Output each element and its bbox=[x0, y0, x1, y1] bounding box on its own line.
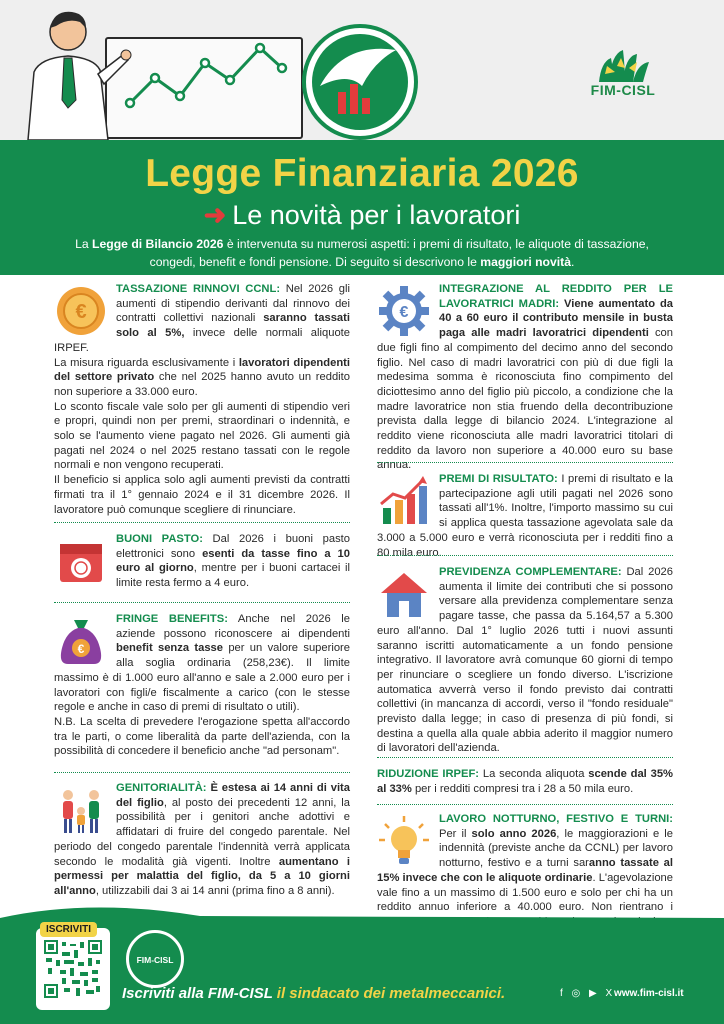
genitorialita-heading: GENITORIALITÀ: bbox=[116, 782, 207, 794]
section-integrazione bbox=[377, 282, 673, 473]
text-run: Lo sconto fiscale vale solo per gli aumenti di stipendio veri e propri, quindi non per premi, straordinari o indennità, e solo se l'aumento viene pagato nel 2026. Gli aumenti già pagati nel 2024 o nel 2025 restano tassati con le regole normali e non vengono recuperati. bbox=[54, 400, 350, 472]
text-run: che nel 2025 hanno avuto un reddito non superiore a 33.000 euro. bbox=[54, 371, 350, 398]
divider bbox=[54, 772, 350, 773]
fim-cisl-brand bbox=[578, 48, 668, 108]
legge-finanziaria-logo bbox=[300, 22, 420, 142]
subtitle-text: Le novità per i lavoratori bbox=[232, 200, 521, 230]
page-subtitle bbox=[0, 200, 724, 231]
text-run: invece delle normali aliquote IRPEF. bbox=[54, 327, 350, 354]
house-icon bbox=[377, 567, 431, 621]
tassazione-p2 bbox=[54, 356, 350, 400]
fringe-heading: FRINGE BENEFITS: bbox=[116, 613, 228, 625]
text-run: I premi di risultato e la partecipazione agli utili pagati nel 2026 sono tassati all'1%. Inoltre, l'importo massimo su cui si applica questa tassazione agevolata sale da 3.000 a 5.000 euro e verrà riconosciuta per i redditi fino a 80 mila euro. bbox=[377, 473, 673, 559]
text-run: Anche nel 2026 le aziende possono riconoscere ai dipendenti bbox=[116, 613, 350, 640]
social-icons[interactable]: f ◎ ▶ X bbox=[560, 988, 616, 999]
text-run: Nel 2026 gli aumenti di stipendio derivanti dal rinnovo dei contratti collettivi nazionali bbox=[116, 283, 350, 325]
fringe-p2 bbox=[54, 715, 350, 759]
text-run: La bbox=[75, 237, 93, 251]
section-genitorialita bbox=[54, 781, 350, 899]
tassazione-heading: TASSAZIONE RINNOVI CCNL: bbox=[116, 283, 281, 295]
iscriviti-badge[interactable]: ISCRIVITI bbox=[40, 922, 97, 937]
section-premi-risultato bbox=[377, 472, 673, 560]
text-run: La misura riguarda esclusivamente i bbox=[54, 356, 239, 369]
euro-coin-icon bbox=[54, 284, 108, 338]
arrow-right-icon: ➜ bbox=[203, 200, 227, 230]
text-run: , le maggiorazioni e le indennità (previste anche da CCNL) per lavoro notturno, festivo e a turni sar bbox=[439, 827, 673, 870]
tassazione-p3 bbox=[54, 400, 350, 474]
section-irpef bbox=[377, 767, 673, 796]
bold-text: esenti da tasse fino a 10 euro al giorno bbox=[116, 547, 351, 575]
intro-paragraph bbox=[62, 235, 662, 271]
svg-text:€: € bbox=[77, 642, 85, 656]
text-run: Il beneficio si applica solo agli aumenti previsti da contratti firmati tra il 1° gennaio 2024 e il 31 dicembre 2026. Il lavoratore può comunque scegliere di rinunciare. bbox=[54, 474, 350, 516]
svg-text:€: € bbox=[75, 301, 87, 323]
section-fringe-benefits bbox=[54, 612, 350, 759]
growth-chart-icon bbox=[377, 474, 431, 528]
premi-heading: PREMI DI RISULTATO: bbox=[439, 473, 558, 485]
bold-text: È estesa ai 14 anni di vita del figlio bbox=[116, 782, 350, 809]
slogan-accent: il sindacato dei metalmeccanici. bbox=[272, 985, 506, 1002]
bold-text: Legge di Bilancio 2026 bbox=[92, 237, 224, 251]
header-band bbox=[0, 140, 724, 275]
qr-code[interactable] bbox=[44, 940, 102, 998]
website-link[interactable]: www.fim-cisl.it bbox=[614, 988, 684, 999]
text-run: per i redditi compresi tra i 28 a 50 mila euro. bbox=[411, 782, 634, 795]
section-buoni-pasto bbox=[54, 532, 350, 591]
text-run: Dal 2026 i buoni pasto elettronici sono bbox=[116, 533, 350, 560]
page-title: Legge Finanziaria 2026 bbox=[145, 152, 579, 195]
bold-text: benefit senza tasse bbox=[116, 642, 224, 655]
bold-text: maggiori novità bbox=[480, 255, 571, 269]
brand-text: FIM-CISL bbox=[590, 82, 656, 98]
divider bbox=[54, 522, 350, 523]
light-bulb-icon bbox=[377, 814, 431, 868]
section-previdenza bbox=[377, 565, 673, 756]
money-bag-icon bbox=[54, 614, 108, 668]
divider bbox=[377, 804, 673, 805]
text-run: è intervenuta su numerosi aspetti: i premi di risultato, le aliquote di tassazione, congedi, benefit e fondi pensione. Di seguito si descrivono le bbox=[149, 237, 649, 269]
previdenza-heading: PREVIDENZA COMPLEMENTARE: bbox=[439, 566, 622, 578]
bold-text: aumentano i permessi per malattia del figlio, da 5 a 10 giorni all'anno bbox=[54, 855, 350, 897]
sunflower-logo-icon bbox=[593, 48, 653, 82]
gear-euro-icon bbox=[377, 284, 431, 338]
irpef-heading: RIDUZIONE IRPEF: bbox=[377, 768, 480, 780]
slogan-main: Iscriviti alla FIM-CISL bbox=[122, 985, 273, 1002]
footer-slogan bbox=[122, 985, 505, 1002]
text-run: Per il bbox=[439, 827, 472, 840]
bold-text: lavoratori dipendenti del settore privato bbox=[54, 356, 350, 384]
presenter-illustration bbox=[20, 8, 310, 140]
text-run: Dal 2026 aumenta il limite dei contributi che si possono versare alla previdenza complementare senza pagare tasse, che passa da 5.164,57 a 5.300 euro all'anno. Dal 1° luglio 2026 tutti i nuovi assunti saranno iscritti automaticamente a un fondo pensione integrativo. Il lavoratore avrà comunque 60 giorni di tempo per rinunciare o scegliere un fondo diverso. L'iscrizione automatica avverrà verso il fondo previsto dai contratti collettivi (in mancanza di accordi, verso il "fondo residuale" previsto dalla legge; in caso di presenza di più fondi, si destina a quella alla quale abbia aderito il maggior numero di lavoratori dell'azienda. bbox=[377, 566, 673, 755]
bold-text: Viene aumentato da 40 a 60 euro il contributo mensile in busta paga alle madri lavoratrici dipendenti bbox=[439, 297, 673, 340]
integrazione-heading: INTEGRAZIONE AL REDDITO PER LE LAVORATRICI MADRI: bbox=[439, 283, 673, 310]
text-run: , al posto dei precedenti 12 anni, la possibilità per i genitori anche adottivi e affidatari di fruire del congedo parentale. Nel periodo del congedo parentale l'indennità verrà applicata secondo le modalità già vigenti. Inoltre bbox=[54, 796, 350, 868]
text-run: La seconda aliquota bbox=[479, 768, 589, 780]
svg-text:€: € bbox=[399, 304, 409, 321]
family-icon bbox=[54, 783, 108, 837]
divider bbox=[54, 602, 350, 603]
divider bbox=[377, 555, 673, 556]
text-run: . L'agevolazione vale fino a un massimo di 1.500 euro e solo per chi ha un reddito annuo inferiore a 40.000 euro. Non rientrano i bbox=[377, 871, 673, 914]
meal-voucher-icon bbox=[54, 534, 108, 588]
text-run: , mentre per i buoni cartacei il limite resta fermo a 4 euro. bbox=[116, 562, 351, 590]
bold-text: scende dal 35% al 33% bbox=[377, 768, 674, 795]
footer-logo-text: FIM-CISL bbox=[136, 955, 174, 965]
buoni-heading: BUONI PASTO: bbox=[116, 533, 203, 545]
lavoro-heading: LAVORO NOTTURNO, FESTIVO E TURNI: bbox=[439, 813, 673, 825]
bold-text: solo anno 2026 bbox=[471, 827, 557, 840]
bold-text: saranno tassati solo al 5%, bbox=[116, 312, 350, 340]
text-run: . bbox=[571, 255, 575, 269]
footer-logo bbox=[126, 930, 184, 988]
text-run: per un valore superiore alla soglia ordinaria (258,23€). Il limite massimo è di 1.000 euro all'anno e sale a 2.000 euro per i lavoratori con figli/e fiscalmente a carico (con le stesse regole e anche in caso di premi di risultato o utili). bbox=[54, 642, 350, 714]
section-tassazione bbox=[54, 282, 350, 517]
tassazione-p4 bbox=[54, 473, 350, 517]
text-run: , utilizzabili dai 3 ai 14 anni (prima fino a 8 anni). bbox=[95, 884, 335, 897]
top-banner bbox=[0, 0, 724, 140]
divider bbox=[377, 757, 673, 758]
irpef-text bbox=[377, 767, 673, 796]
text-run: N.B. La scelta di prevedere l'erogazione spetta all'accordo tra le parti, o come liberalità da parte dell'azienda, con la possibilità di concedere il beneficio anche "ad personam". bbox=[54, 715, 350, 758]
text-run: con due figli fino al compimento del decimo anno del secondo figlio. Nel caso di madri lavoratrici con più di due figli la medesima somma è riconosciuta fino compimento del diciottesimo anno del figlio più piccolo, a condizione che la madre lavoratrice non stia fruendo della decontribuzione prevista dalla legge di bilancio 2024. L'integrazione al reddito viene riconosciuta alle madri lavoratrici titolari di reddito da lavoro non superiore a 40.000 euro su base annua. bbox=[377, 327, 673, 472]
bold-text: anno tassate al 15% invece che con le aliquote ordinarie bbox=[377, 857, 673, 884]
divider bbox=[377, 462, 673, 463]
